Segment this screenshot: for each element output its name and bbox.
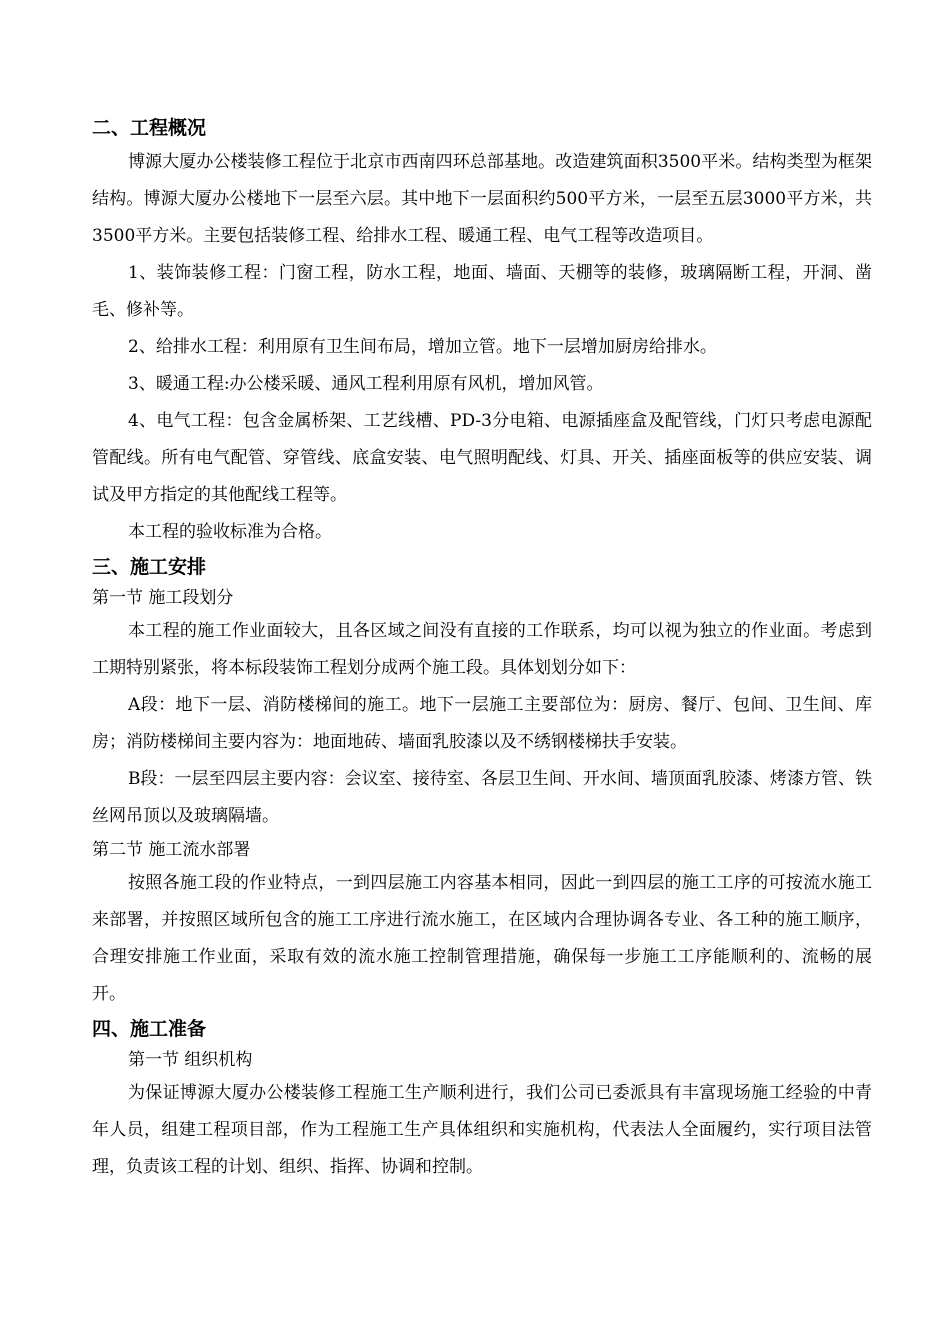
- subsection-title: 第一节 施工段划分: [92, 588, 234, 608]
- paragraph: 按照各施工段的作业特点，一到四层施工内容基本相同，因此一到四层的施工工序的可按流水施工来部署，并按照区域所包含的施工工序进行流水施工，在区域内合理协调各专业、各工种的施工顺序，合理安排施工作业面，采取有效的流水施工控制管理措施，确保每一步施工工序能顺利的、流畅的展开。: [92, 873, 872, 1004]
- section-heading-overview: 二、工程概况: [92, 117, 207, 139]
- paragraph: A段：地下一层、消防楼梯间的施工。地下一层施工主要部位为：厨房、餐厅、包间、卫生间、库房；消防楼梯间主要内容为：地面地砖、墙面乳胶漆以及不绣钢楼梯扶手安装。: [92, 695, 872, 752]
- paragraph: 2、给排水工程：利用原有卫生间布局，增加立管。地下一层增加厨房给排水。: [128, 337, 717, 357]
- section-heading-arrangement: 三、施工安排: [92, 556, 207, 578]
- paragraph: 为保证博源大厦办公楼装修工程施工生产顺利进行，我们公司已委派具有丰富现场施工经验的中青年人员，组建工程项目部，作为工程施工生产具体组织和实施机构，代表法人全面履约，实行项目法管理，负责该工程的计划、组织、指挥、协调和控制。: [92, 1083, 872, 1177]
- subsection-title: 第二节 施工流水部署: [92, 840, 251, 860]
- paragraph: 本工程的施工作业面较大，且各区域之间没有直接的工作联系，均可以视为独立的作业面。考虑到工期特别紧张，将本标段装饰工程划分成两个施工段。具体划划分如下：: [92, 621, 872, 678]
- paragraph: 本工程的验收标准为合格。: [128, 522, 332, 542]
- subsection-title: 第一节 组织机构: [128, 1050, 253, 1070]
- paragraph: 4、电气工程：包含金属桥架、工艺线槽、PD-3分电箱、电源插座盒及配管线，门灯只考虑电源配管配线。所有电气配管、穿管线、底盒安装、电气照明配线、灯具、开关、插座面板等的供应安装、调试及甲方指定的其他配线工程等。: [92, 411, 872, 505]
- document-page: [92, 112, 872, 1186]
- paragraph: B段：一层至四层主要内容：会议室、接待室、各层卫生间、开水间、墙顶面乳胶漆、烤漆方管、铁丝网吊顶以及玻璃隔墙。: [92, 769, 872, 826]
- paragraph: 1、装饰装修工程：门窗工程，防水工程，地面、墙面、天棚等的装修，玻璃隔断工程，开洞、凿毛、修补等。: [92, 263, 872, 320]
- paragraph: 3、暖通工程:办公楼采暖、通风工程利用原有风机，增加风管。: [128, 374, 604, 394]
- section-heading-preparation: 四、施工准备: [92, 1018, 207, 1040]
- paragraph: 博源大厦办公楼装修工程位于北京市西南四环总部基地。改造建筑面积3500平米。结构类型为框架结构。博源大厦办公楼地下一层至六层。其中地下一层面积约500平方米，一层至五层3000平方米，共3500平方米。主要包括装修工程、给排水工程、暖通工程、电气工程等改造项目。: [92, 152, 872, 246]
